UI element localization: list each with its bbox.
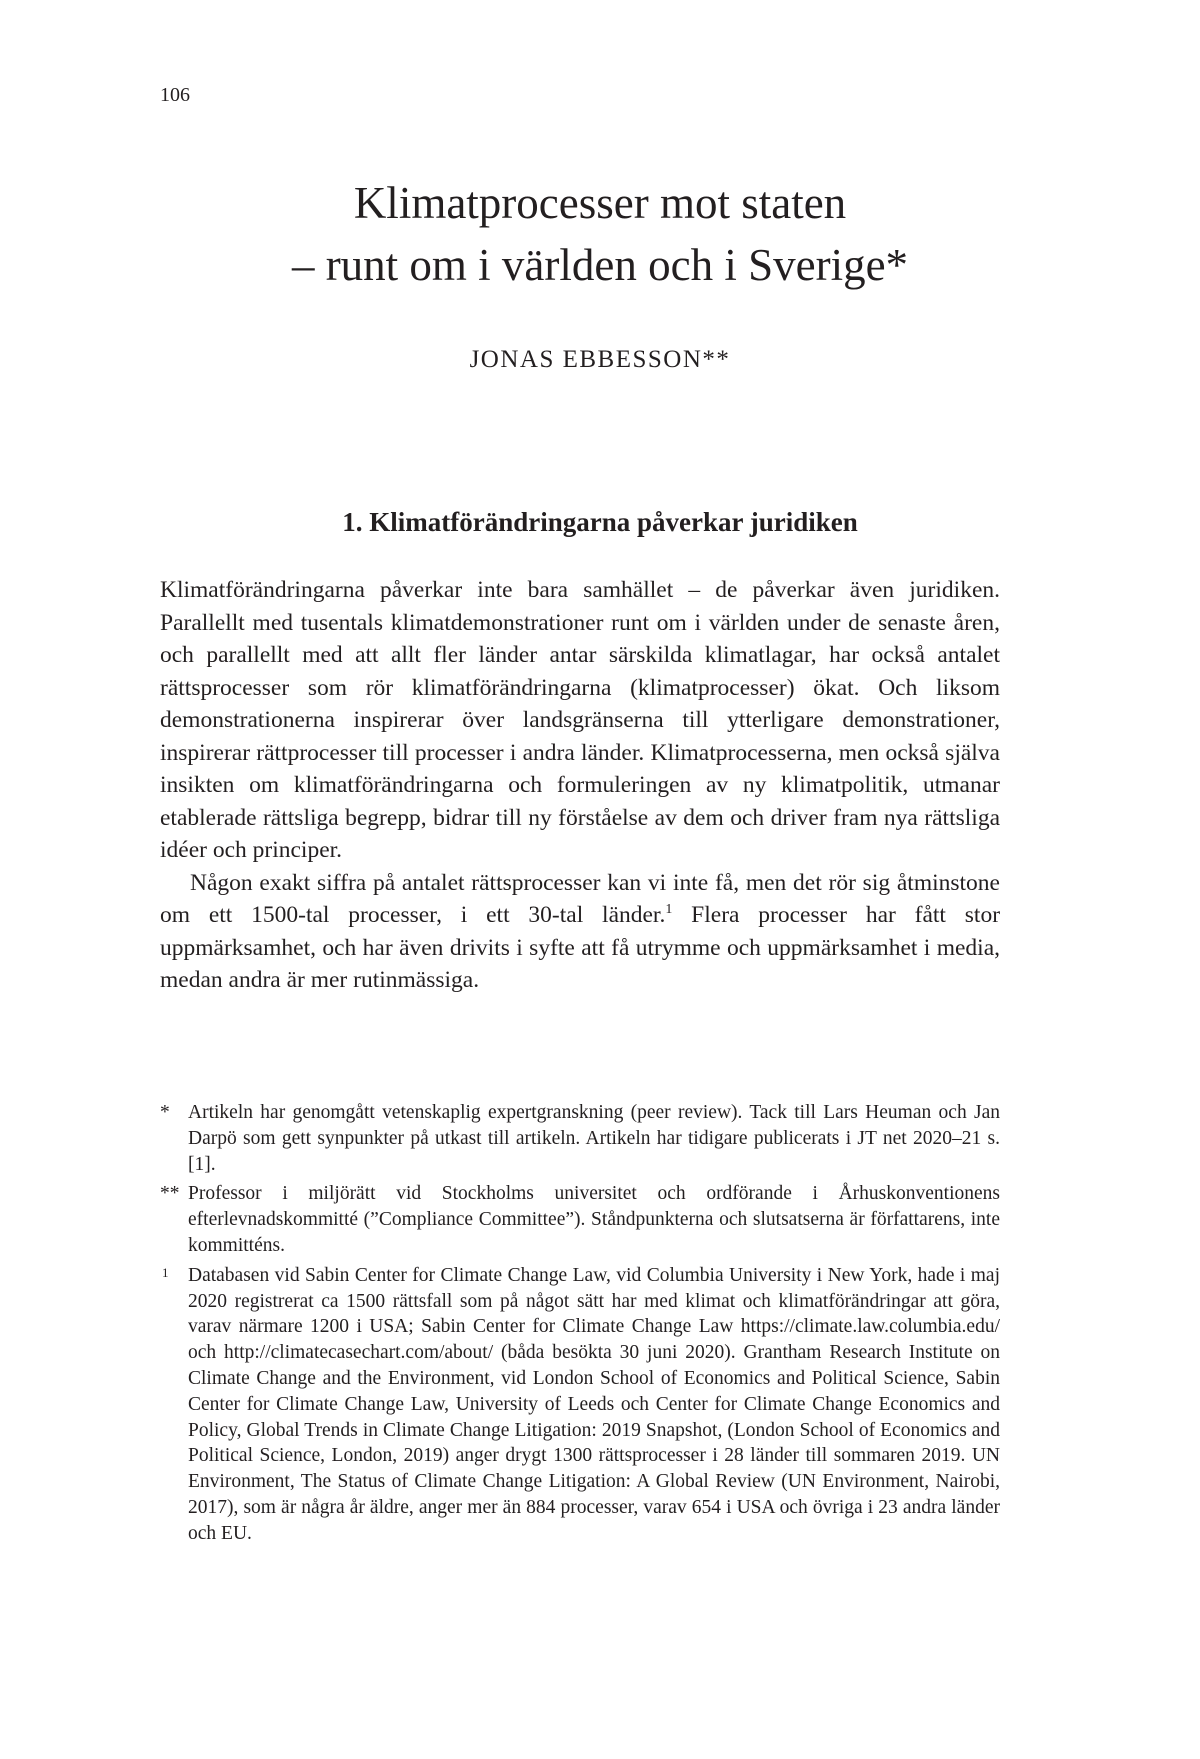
footnote-author-affiliation	[160, 1181, 1000, 1258]
footnotes	[160, 1100, 1000, 1551]
author-name: JONAS EBBESSON**	[469, 346, 731, 373]
footnote-1	[160, 1263, 1000, 1547]
paragraph-2-part-1: Någon exakt siffra på antalet rättsprocesser kan vi inte få, men det rör sig åtminstone om ett 1500-tal processer, i ett 30-tal länder.	[160, 869, 1000, 928]
paragraph-2	[160, 867, 1000, 997]
paragraph-1: Klimatförändringarna påverkar inte bara samhället – de påverkar även juridiken. Parallellt med tusentals klimatdemonstrationer runt om i världen under de senaste åren, och parallellt med att allt fler länder antar särskilda klimatlagar, har också antalet rättsprocesser som rör klimatförändringarna (klimatprocesser) ökat. Och liksom demonstrationerna inspirerar över landsgränserna till ytterligare demonstrationer, inspirerar rättprocesser till processer i andra länder. Klimatprocesserna, men också själva insikten om klimatförändringarna och formuleringen av ny klimatpolitik, utmanar etablerade rättsliga begrepp, bidrar till ny förståelse av dem och driver fram nya rättsliga idéer och principer.	[160, 577, 1000, 863]
footnote-marker: **	[160, 1183, 180, 1205]
page-number: 106	[160, 84, 190, 106]
body-text	[160, 574, 1000, 997]
title-line-1: Klimatprocesser mot staten	[353, 178, 847, 228]
section-heading: 1. Klimatförändringarna påverkar juridiken	[342, 507, 858, 537]
footnote-text: Databasen vid Sabin Center for Climate Change Law, vid Columbia University i New York, hade i maj 2020 registrerat ca 1500 rättsfall som på något sätt har med klimat och klimatförändringar att göra, varav närmare 1200 i USA; Sabin Center for Climate Change Law https://climate.law.columbia.edu/ och http://climatecasechart.com/about/ (båda besökta 30 juni 2020). Grantham Research Institute on Climate Change and the Environment, vid London School of Economics and Political Science, Sabin Center for Climate Change Law, University of Leeds och Center for Climate Change Economics and Policy, Global Trends in Climate Change Litigation: 2019 Snapshot, (London School of Economics and Political Science, London, 2019) anger drygt 1300 rättsprocesser i 28 länder till sommaren 2019. UN Environment, The Status of Climate Change Litigation: A Global Review (UN Environment, Nairobi, 2017), som är några år äldre, anger mer än 884 processer, varav 654 i USA och övriga i 23 andra länder och EU.	[188, 1264, 1000, 1544]
title-line-2: – runt om i världen och i Sverige*	[291, 240, 909, 290]
paragraph-2-part-2: Flera processer har fått stor uppmärksamhet, och har även drivits i syfte att få utrymme och uppmärksamhet i media, medan andra är mer rutinmässiga.	[160, 902, 1001, 993]
footnote-marker: *	[160, 1102, 170, 1123]
footnote-author-review	[160, 1100, 1000, 1177]
footnote-text: Professor i miljörätt vid Stockholms universitet och ordförande i Århuskonventionens efterlevnadskommitté (”Compliance Committee”). Ståndpunkterna och slutsatserna är författarens, inte kommitténs.	[188, 1183, 1000, 1256]
footnote-text: Artikeln har genomgått vetenskaplig expertgranskning (peer review). Tack till Lars Heuman och Jan Darpö som gett synpunkter på utkast till artikeln. Artikeln har tidigare publicerats i JT net 2020–21 s. [1].	[188, 1102, 1000, 1175]
article-title	[100, 172, 1100, 296]
footnote-marker: 1	[162, 1264, 169, 1280]
footnote-reference[interactable]: 1	[665, 902, 673, 917]
